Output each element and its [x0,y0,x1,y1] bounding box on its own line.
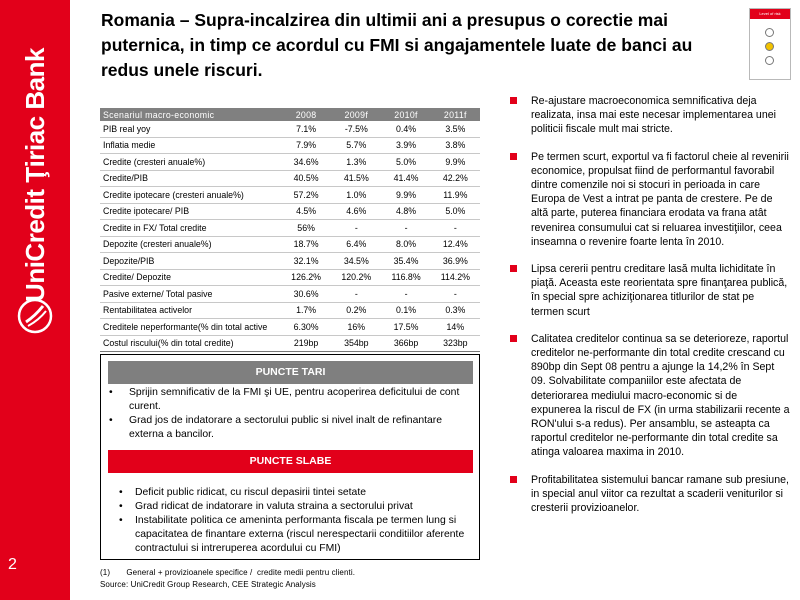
row-label: Creditele neperformante(% din total active [100,319,281,336]
table-cell: 116.8% [381,269,430,286]
row-label: Depozite (cresteri anuale%) [100,236,281,253]
table-cell: 1.3% [331,154,381,171]
table-cell: 3.8% [431,137,480,154]
table-row [100,319,480,336]
table-cell: 5.7% [331,137,381,154]
table-cell: 34.6% [281,154,331,171]
table-cell: - [381,286,430,303]
table-cell: 7.1% [281,121,331,137]
list-item [510,94,790,137]
bullet-square-icon [510,97,517,104]
table-row [100,269,480,286]
risk-traffic-light [749,8,791,80]
bullet-square-icon [510,335,517,342]
table-cell: 30.6% [281,286,331,303]
column-header: Scenariul macro-economic [100,108,281,121]
table-cell: 366bp [381,335,430,352]
weaknesses-list [111,486,481,556]
list-item: • Grad ridicat de indatorare in valuta straina a sectorului privat [111,500,481,514]
table-cell: - [431,286,480,303]
table-cell: 219bp [281,335,331,352]
table-cell: 4.6% [331,203,381,220]
column-header: 2008 [281,108,331,121]
row-label: Inflatia medie [100,137,281,154]
table-cell: - [431,220,480,237]
bullet-text: Profitabilitatea sistemului bancar ramane sub presiune, in special anul viitor ca rezultat a scaderii veniturilor si cresterii provizioanelor. [531,473,789,515]
table-cell: 9.9% [431,154,480,171]
footnote: (1) General + provizioanele specifice / credite medii pentru clienti. [100,568,356,577]
yellow-light-icon [765,42,774,51]
table-cell: 40.5% [281,170,331,187]
row-label: Rentabilitatea activelor [100,302,281,319]
bullet-text: Lipsa cererii pentru creditare lasă multa lichiditate în piaţă. Aceasta este reorientata spre finanţarea publică, în special spre achiziţionarea titlurilor de stat pe termen scurt [531,263,788,318]
table-row [100,335,480,352]
table-cell: 12.4% [431,236,480,253]
table-cell: 0.2% [331,302,381,319]
list-item: • Deficit public ridicat, cu riscul depasirii tintei setate [111,486,481,500]
list-item: • Instabilitate politica ce ameninta performanta fiscala pe termen lung si capacitatea de finantare externa (riscul nerespectarii conditiilor aferente contractului si intreruperea acordului cu FMI) [111,514,481,556]
table-row [100,187,480,204]
table-cell: 5.0% [431,203,480,220]
list-item [510,262,790,319]
table-cell: 35.4% [381,253,430,270]
table-cell: 1.0% [331,187,381,204]
column-header: 2009f [331,108,381,121]
table-cell: 6.4% [331,236,381,253]
row-label: Pasive externe/ Total pasive [100,286,281,303]
row-label: PIB real yoy [100,121,281,137]
table-header-row [100,108,480,121]
table-cell: 17.5% [381,319,430,336]
table-cell: 3.5% [431,121,480,137]
unicredit-logo-icon [17,298,53,334]
table-cell: 9.9% [381,187,430,204]
table-cell: 0.3% [431,302,480,319]
table-cell: 6.30% [281,319,331,336]
table-cell: 1.7% [281,302,331,319]
table-row [100,154,480,171]
strengths-list [101,386,473,442]
table-cell: - [381,220,430,237]
table-cell: 120.2% [331,269,381,286]
slide-title: Romania – Supra-incalzirea din ultimii ani a presupus o corectie mai puternica, in timp ce acordul cu FMI si angajamentele luate de banci au redus unele riscuri. [101,10,693,80]
bullet-square-icon [510,153,517,160]
brand-name: UniCredit Ţiriac Bank [20,48,50,302]
row-label: Depozite/PIB [100,253,281,270]
table-cell: 34.5% [331,253,381,270]
table-cell: 114.2% [431,269,480,286]
table-cell: -7.5% [331,121,381,137]
table-cell: 32.1% [281,253,331,270]
list-item: • Sprijin semnificativ de la FMI şi UE, pentru acoperirea deficitului de cont curent. [101,386,473,414]
row-label: Credite/PIB [100,170,281,187]
green-light-icon [765,56,774,65]
row-label: Credite in FX/ Total credite [100,220,281,237]
table-cell: 16% [331,319,381,336]
row-label: Credite ipotecare/ PIB [100,203,281,220]
table-cell: 41.4% [381,170,430,187]
table-row [100,170,480,187]
bullet-text: Re-ajustare macroeconomica semnificativa deja realizata, insa mai este necesar implementarea unei politicii fiscale mult mai stricte. [531,95,776,136]
table-row [100,121,480,137]
table-cell: 323bp [431,335,480,352]
list-item [510,332,790,460]
list-item [510,150,790,249]
table-cell: 57.2% [281,187,331,204]
list-item: • Grad jos de indatorare a sectorului public si nivel inalt de refinantare externa a bancilor. [101,414,473,442]
table-cell: 56% [281,220,331,237]
table-row [100,253,480,270]
table-row [100,137,480,154]
list-item [510,473,790,516]
commentary-list [510,94,790,528]
table-row [100,203,480,220]
table-row [100,220,480,237]
bullet-text: Pe termen scurt, exportul va fi factorul cheie al revenirii economice, propulsat fiind de performantul favorabil dintre comenzile noi si stocuri in perioada in care Europa de Vest a intrat pe panta de crestere. Pe de altă parte, puterea financiara erodata va frana atât revenirea consumului cat si reluarea investiţiilor, ceea inseamna o revenire foarte lenta în 2010. [531,150,789,248]
row-label: Credite (cresteri anuale%) [100,154,281,171]
column-header: 2010f [381,108,430,121]
table-cell: 0.1% [381,302,430,319]
page-number: 2 [8,556,17,573]
table-cell: 18.7% [281,236,331,253]
table-cell: 42.2% [431,170,480,187]
table-cell: 126.2% [281,269,331,286]
red-light-icon [765,28,774,37]
table-cell: - [331,220,381,237]
table-cell: 4.8% [381,203,430,220]
table-cell: - [331,286,381,303]
table-cell: 0.4% [381,121,430,137]
weaknesses-heading: PUNCTE SLABE [108,450,473,473]
table-cell: 3.9% [381,137,430,154]
traffic-light-header: Level of risk [750,9,790,19]
table-row [100,286,480,303]
table-cell: 41.5% [331,170,381,187]
bullet-square-icon [510,265,517,272]
table-cell: 11.9% [431,187,480,204]
table-row [100,236,480,253]
table-cell: 5.0% [381,154,430,171]
table-cell: 14% [431,319,480,336]
row-label: Costul riscului(% din total credite) [100,335,281,352]
row-label: Credite ipotecare (cresteri anuale%) [100,187,281,204]
bullet-text: Calitatea creditelor continua sa se deterioreze, raportul creditelor ne-performante din total credite crescand cu 890bp din Sept 08 pentru a ajunge la 14,2% în Sept 09. Solvabilitate companiilor este afectata de deteriorarea mediului macro-economic si de expunerea la riscul de FX (in urma stabilizarii recente a RON'ului s-a redus). Per ansamblu, se asteapta ca raportul creditelor ne-performante din total credite sa atinga valoarea maxima in 2010. [531,332,790,459]
table-cell: 354bp [331,335,381,352]
table-cell: 8.0% [381,236,430,253]
row-label: Credite/ Depozite [100,269,281,286]
strengths-heading: PUNCTE TARI [108,361,473,384]
table-cell: 7.9% [281,137,331,154]
source-note: Source: UniCredit Group Research, CEE Strategic Analysis [100,580,316,589]
table-row [100,302,480,319]
swot-box [100,354,480,560]
column-header: 2011f [431,108,480,121]
brand-sidebar [0,0,70,600]
macro-scenario-table [100,108,480,352]
bullet-square-icon [510,476,517,483]
table-cell: 36.9% [431,253,480,270]
table-cell: 4.5% [281,203,331,220]
